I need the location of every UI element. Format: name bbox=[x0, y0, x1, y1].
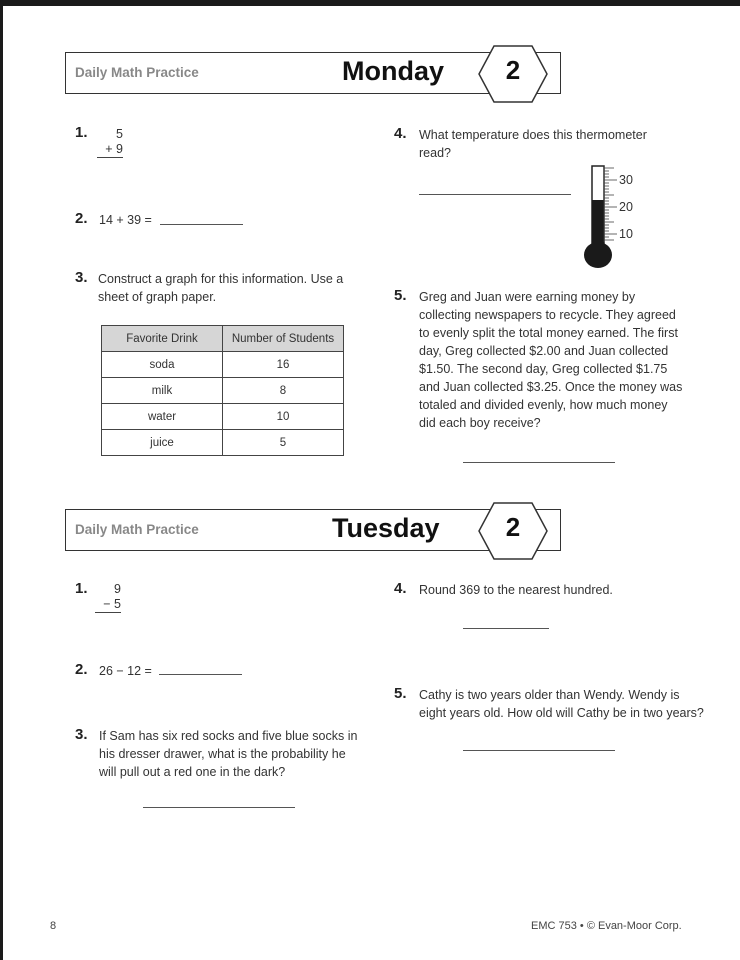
drink-cell: water bbox=[102, 404, 223, 430]
week-number: 2 bbox=[505, 512, 521, 542]
question-text: Cathy is two years older than Wendy. Wendy is eight years old. How old will Cathy be in two years? bbox=[419, 688, 704, 720]
drink-cell: milk bbox=[102, 378, 223, 404]
favorite-drink-table bbox=[101, 325, 344, 456]
question-text: Round 369 to the nearest hundred. bbox=[419, 583, 613, 597]
subtrahend: − 5 bbox=[95, 597, 121, 613]
answer-blank[interactable] bbox=[463, 628, 549, 629]
column-header: Number of Students bbox=[223, 326, 344, 352]
thermometer-icon bbox=[581, 162, 651, 274]
vertical-subtraction bbox=[95, 582, 121, 613]
count-cell: 5 bbox=[223, 430, 344, 456]
question-number: 2. bbox=[75, 661, 88, 678]
week-number: 2 bbox=[505, 55, 521, 85]
drink-cell: juice bbox=[102, 430, 223, 456]
column-header: Favorite Drink bbox=[102, 326, 223, 352]
count-cell: 8 bbox=[223, 378, 344, 404]
count-cell: 10 bbox=[223, 404, 344, 430]
count-cell: 16 bbox=[223, 352, 344, 378]
week-hexagon-icon bbox=[478, 502, 548, 560]
question-text: Greg and Juan were earning money by collecting newspapers to recycle. They agreed to evenly split the total money earned. The first day, Greg collected $2.00 and Juan collected $1.50. The second day, Greg collected $1.75 and Juan collected $3.25. Once the money was totaled and divided evenly, how much money did each boy receive? bbox=[419, 290, 683, 430]
answer-blank[interactable] bbox=[143, 807, 295, 808]
drink-cell: soda bbox=[102, 352, 223, 378]
banner-label: Daily Math Practice bbox=[75, 65, 199, 80]
vertical-addition bbox=[97, 127, 123, 158]
addend-bottom: + 9 bbox=[97, 142, 123, 158]
answer-blank[interactable] bbox=[463, 462, 615, 463]
thermometer-label: 10 bbox=[619, 227, 633, 241]
answer-blank[interactable] bbox=[419, 194, 571, 195]
table-row bbox=[102, 430, 344, 456]
question-number: 1. bbox=[75, 124, 88, 141]
table-row bbox=[102, 378, 344, 404]
banner-label: Daily Math Practice bbox=[75, 522, 199, 537]
addend-top: 5 bbox=[116, 127, 123, 141]
question-number: 3. bbox=[75, 726, 88, 743]
question-number: 4. bbox=[394, 125, 407, 142]
question-number: 1. bbox=[75, 580, 88, 597]
table-row bbox=[102, 404, 344, 430]
question-number: 5. bbox=[394, 287, 407, 304]
page-number: 8 bbox=[50, 920, 57, 932]
question-text: If Sam has six red socks and five blue socks in his dresser drawer, what is the probability he will pull out a red one in the dark? bbox=[99, 729, 358, 779]
worksheet-page bbox=[3, 6, 740, 960]
minuend: 9 bbox=[114, 582, 121, 596]
question-number: 4. bbox=[394, 580, 407, 597]
answer-blank[interactable] bbox=[463, 750, 615, 751]
week-hexagon-icon bbox=[478, 45, 548, 103]
thermometer-label: 20 bbox=[619, 200, 633, 214]
question-number: 3. bbox=[75, 269, 88, 286]
day-title: Monday bbox=[342, 56, 445, 86]
table-row bbox=[102, 352, 344, 378]
question-number: 2. bbox=[75, 210, 88, 227]
question-text: 14 + 39 = bbox=[99, 213, 152, 227]
publisher-credit: EMC 753 • © Evan-Moor Corp. bbox=[531, 920, 682, 932]
answer-blank[interactable] bbox=[160, 224, 243, 225]
question-text: What temperature does this thermometer read? bbox=[419, 128, 647, 160]
day-title: Tuesday bbox=[332, 513, 440, 543]
thermometer-label: 30 bbox=[619, 173, 633, 187]
question-text: Construct a graph for this information. Use a sheet of graph paper. bbox=[98, 272, 344, 304]
answer-blank[interactable] bbox=[159, 674, 242, 675]
monday-banner bbox=[65, 52, 561, 94]
question-text: 26 − 12 = bbox=[99, 664, 152, 678]
question-number: 5. bbox=[394, 685, 407, 702]
tuesday-banner bbox=[65, 509, 561, 551]
